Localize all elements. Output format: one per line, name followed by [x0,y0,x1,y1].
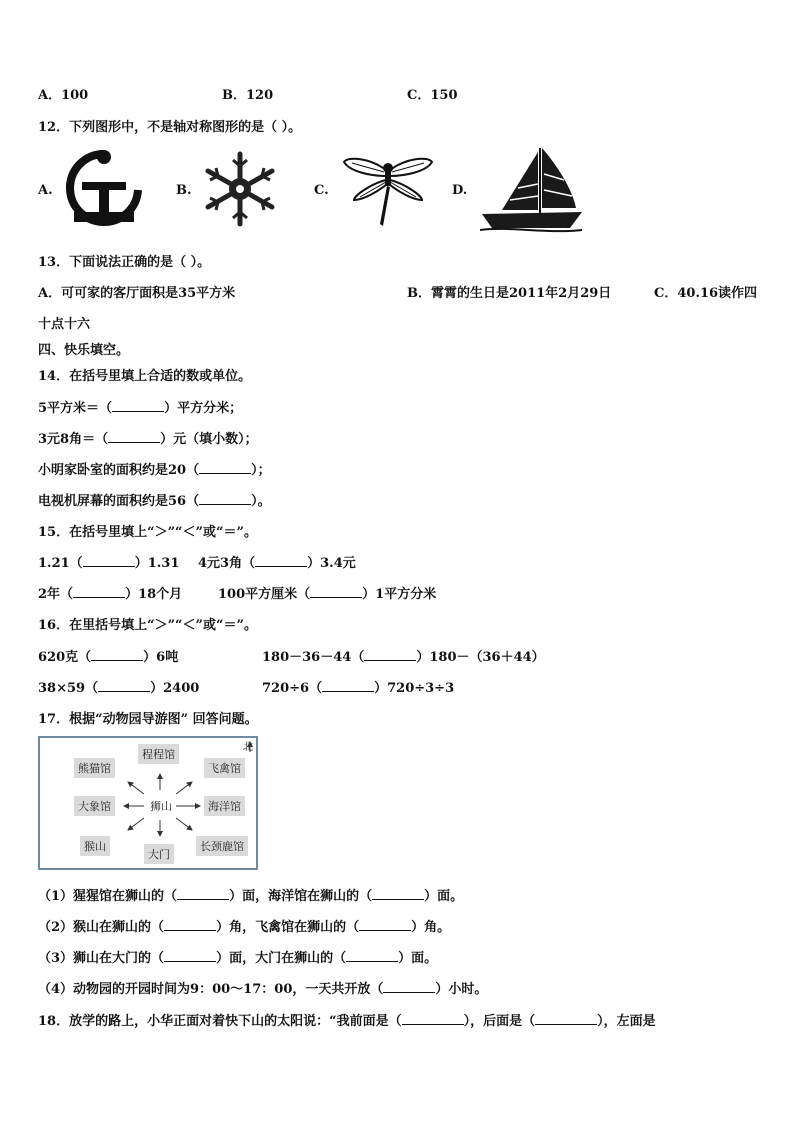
q16-row2-right: 720÷6（ ） 720÷3÷3 [262,677,454,696]
q14-stem: 14．在括号里填上合适的数或单位。 [38,369,252,384]
q17-sub-3: （3）狮山在大门的（ ） 面，大门在狮山的（ ） 面。 [38,947,437,966]
dragonfly-icon [340,150,436,230]
q16-row2-left: 38×59（ ） 2400 [38,677,199,696]
q18-stem: 18．放学的路上，小华正面对着快下山的太阳说：“我前面是（ ） ，后面是（ ） ，左面是 [38,1010,656,1029]
subway-logo-icon [64,148,144,230]
q15-row1-left: 1.21（ ） 1.31 [38,552,179,571]
map-gate: 大门 [144,844,174,864]
q14-line-3: 小明家卧室的面积约是20（ ） ； [38,459,271,478]
q16-row1-left: 620克（ ） 6吨 [38,646,178,665]
q13-stem: 13．下面说法正确的是（ ）。 [38,255,211,270]
map-giraffe-hall: 长颈鹿馆 [196,836,248,856]
q15-row2-left: 2年（ ） 18个月 [38,583,182,602]
q13-option-a: A．可可家的客厅面积是35平方米 [38,286,236,301]
q14-line-2: 3元8角＝（ ） 元（填小数）； [38,428,258,447]
map-panda-hall: 熊猫馆 [74,758,115,778]
q14-line-1: 5平方米＝（ ） 平方分米； [38,397,242,416]
map-bird-hall: 飞禽馆 [204,758,245,778]
q11-option-a: A．100 [38,88,89,103]
q17-sub-2: （2）猴山在狮山的（ ） 角，飞禽馆在狮山的（ ） 角。 [38,916,450,935]
q12-label-d: D. [452,183,468,198]
map-chengcheng-hall: 程程馆 [138,744,179,764]
q12-label-c: C. [314,183,329,198]
sailboat-icon [478,144,584,234]
q12-label-b: B. [176,183,192,198]
q15-stem: 15．在括号里填上“＞”“＜”或“＝”。 [38,525,257,540]
q16-stem: 16．在里括号填上“＞”“＜”或“＝”。 [38,618,257,633]
q13-option-c: C．40.16读作四 [654,286,758,301]
map-elephant-hall: 大象馆 [74,796,115,816]
zoo-map [38,736,258,870]
north-label: 北 [243,742,253,753]
map-lion-hill: 狮山 [150,800,172,813]
q14-line-4: 电视机屏幕的面积约是56（ ） 。 [38,490,271,509]
map-ocean-hall: 海洋馆 [204,796,245,816]
q13-option-c-continued: 十点十六 [38,317,91,332]
q16-row1-right: 180－36－44（ ） 180－（36＋44） [262,646,545,665]
map-monkey-hill: 猴山 [80,836,110,856]
q11-option-c: C．150 [407,88,458,103]
q17-sub-1: （1）猩猩馆在狮山的（ ） 面，海洋馆在狮山的（ ） 面。 [38,885,463,904]
q15-row2-right: 100平方厘米（ ） 1平方分米 [218,583,436,602]
q12-stem: 12．下列图形中，不是轴对称图形的是（ ）。 [38,120,302,135]
q15-row1-right: 4元3角（ ） 3.4元 [198,552,356,571]
q12-label-a: A. [38,183,53,198]
snowflake-icon [200,150,280,228]
q17-sub-4: （4）动物园的开园时间为9：00～17：00，一天共开放（ ） 小时。 [38,978,487,997]
q17-stem: 17．根据“动物园导游图” 回答问题。 [38,712,258,727]
section-4-heading: 四、快乐填空。 [38,343,130,358]
q13-option-b: B．霄霄的生日是2011年2月29日 [407,286,612,301]
q11-option-b: B．120 [222,88,274,103]
